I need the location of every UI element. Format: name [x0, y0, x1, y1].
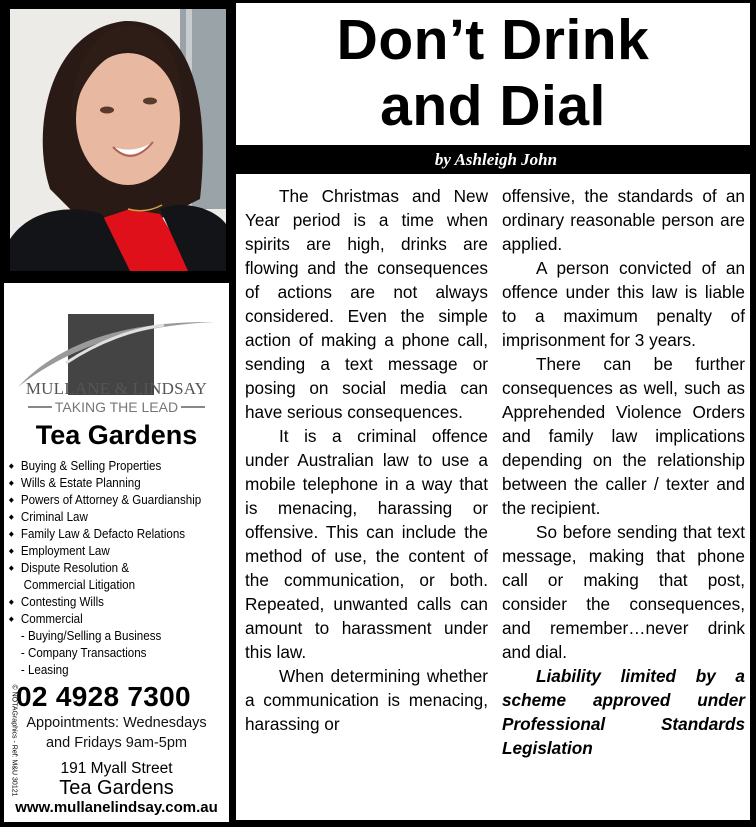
paragraph: There can be further consequences as well, such as Apprehended Violence Orders and family law implications depending on the relationship between the caller / texter and the recipient.	[502, 354, 745, 518]
firm-name: MULLANE & LINDSAY	[25, 379, 208, 398]
phone-number[interactable]: 02 4928 7300	[16, 681, 191, 712]
article-byline: by Ashleigh John	[434, 150, 558, 169]
headline-line-2: and Dial	[380, 74, 606, 138]
paragraph: When determining whether a communication is menacing, harassing or	[245, 666, 488, 734]
website-link[interactable]: www.mullanelindsay.com.au	[15, 799, 218, 816]
service-item: ◆ Criminal Law	[8, 509, 229, 526]
appointment-line-2: and Fridays 9am-5pm	[45, 735, 188, 751]
headline-line-1: Don’t Drink	[336, 8, 650, 72]
tagline-rule-right	[181, 406, 205, 408]
service-item: ◆ Dispute Resolution &	[8, 560, 229, 577]
paragraph: A person convicted of an offence under this law is liable to a maximum penalty of imprisonment for 3 years.	[502, 258, 745, 350]
article-column-2	[502, 184, 745, 760]
service-item: ◆ Commercial	[8, 611, 229, 628]
article-body	[236, 174, 750, 820]
service-subitem: - Leasing	[20, 663, 69, 677]
town-name: Tea Gardens	[59, 777, 174, 799]
paragraph: It is a criminal offence under Australian law to use a mobile telephone in a way that is menacing, harassing or offensive. This can include the method of use, the content of the communication, or both. Repeated, unwanted calls can amount to harassment under this law.	[245, 426, 488, 662]
liability-disclaimer: Liability limited by a scheme approved under Professional Standards Legislation	[502, 666, 745, 758]
appointment-line-1: Appointments: Wednesdays	[26, 715, 207, 731]
services-list	[8, 458, 229, 679]
article-column-1	[245, 184, 488, 736]
headline-box	[236, 3, 750, 145]
service-item: ◆ Powers of Attorney & Guardianship	[8, 492, 229, 509]
service-subitem: - Company Transactions	[20, 646, 147, 660]
street-address: 191 Myall Street	[60, 760, 173, 777]
service-item: ◆ Wills & Estate Planning	[8, 475, 229, 492]
paragraph-continued: offensive, the standards of an ordinary reasonable person are applied.	[502, 186, 745, 254]
service-item: ◆ Employment Law	[8, 543, 229, 560]
article-headline	[236, 7, 750, 139]
firm-tagline	[4, 399, 229, 415]
office-location-title: Tea Gardens	[35, 420, 198, 450]
service-subitem: - Buying/Selling a Business	[20, 629, 162, 643]
portrait-image	[10, 9, 226, 271]
service-item: ◆ Contesting Wills	[8, 594, 229, 611]
service-item: ◆ Family Law & Defacto Relations	[8, 526, 229, 543]
paragraph: The Christmas and New Year period is a time when spirits are high, drinks are flowing and the consequences of actions are not always considered. Even the simple action of making a phone call, sending a text message or posing on social media can have serious consequences.	[245, 186, 488, 422]
tagline-text: TAKING THE LEAD	[54, 399, 179, 415]
artwork-credit: © NOTAGraphics - Ref: M&U 30121	[10, 684, 18, 797]
appointment-hours	[4, 713, 229, 753]
service-item-continuation: Commercial Litigation	[23, 578, 136, 592]
author-photo	[10, 9, 226, 271]
paragraph: So before sending that text message, making that phone call or making that post, consider the consequences, and remember…never drink and dial.	[502, 522, 745, 662]
service-item: ◆ Buying & Selling Properties	[8, 458, 229, 475]
law-firm-advertisement	[4, 283, 229, 822]
tagline-rule-left	[28, 406, 52, 408]
